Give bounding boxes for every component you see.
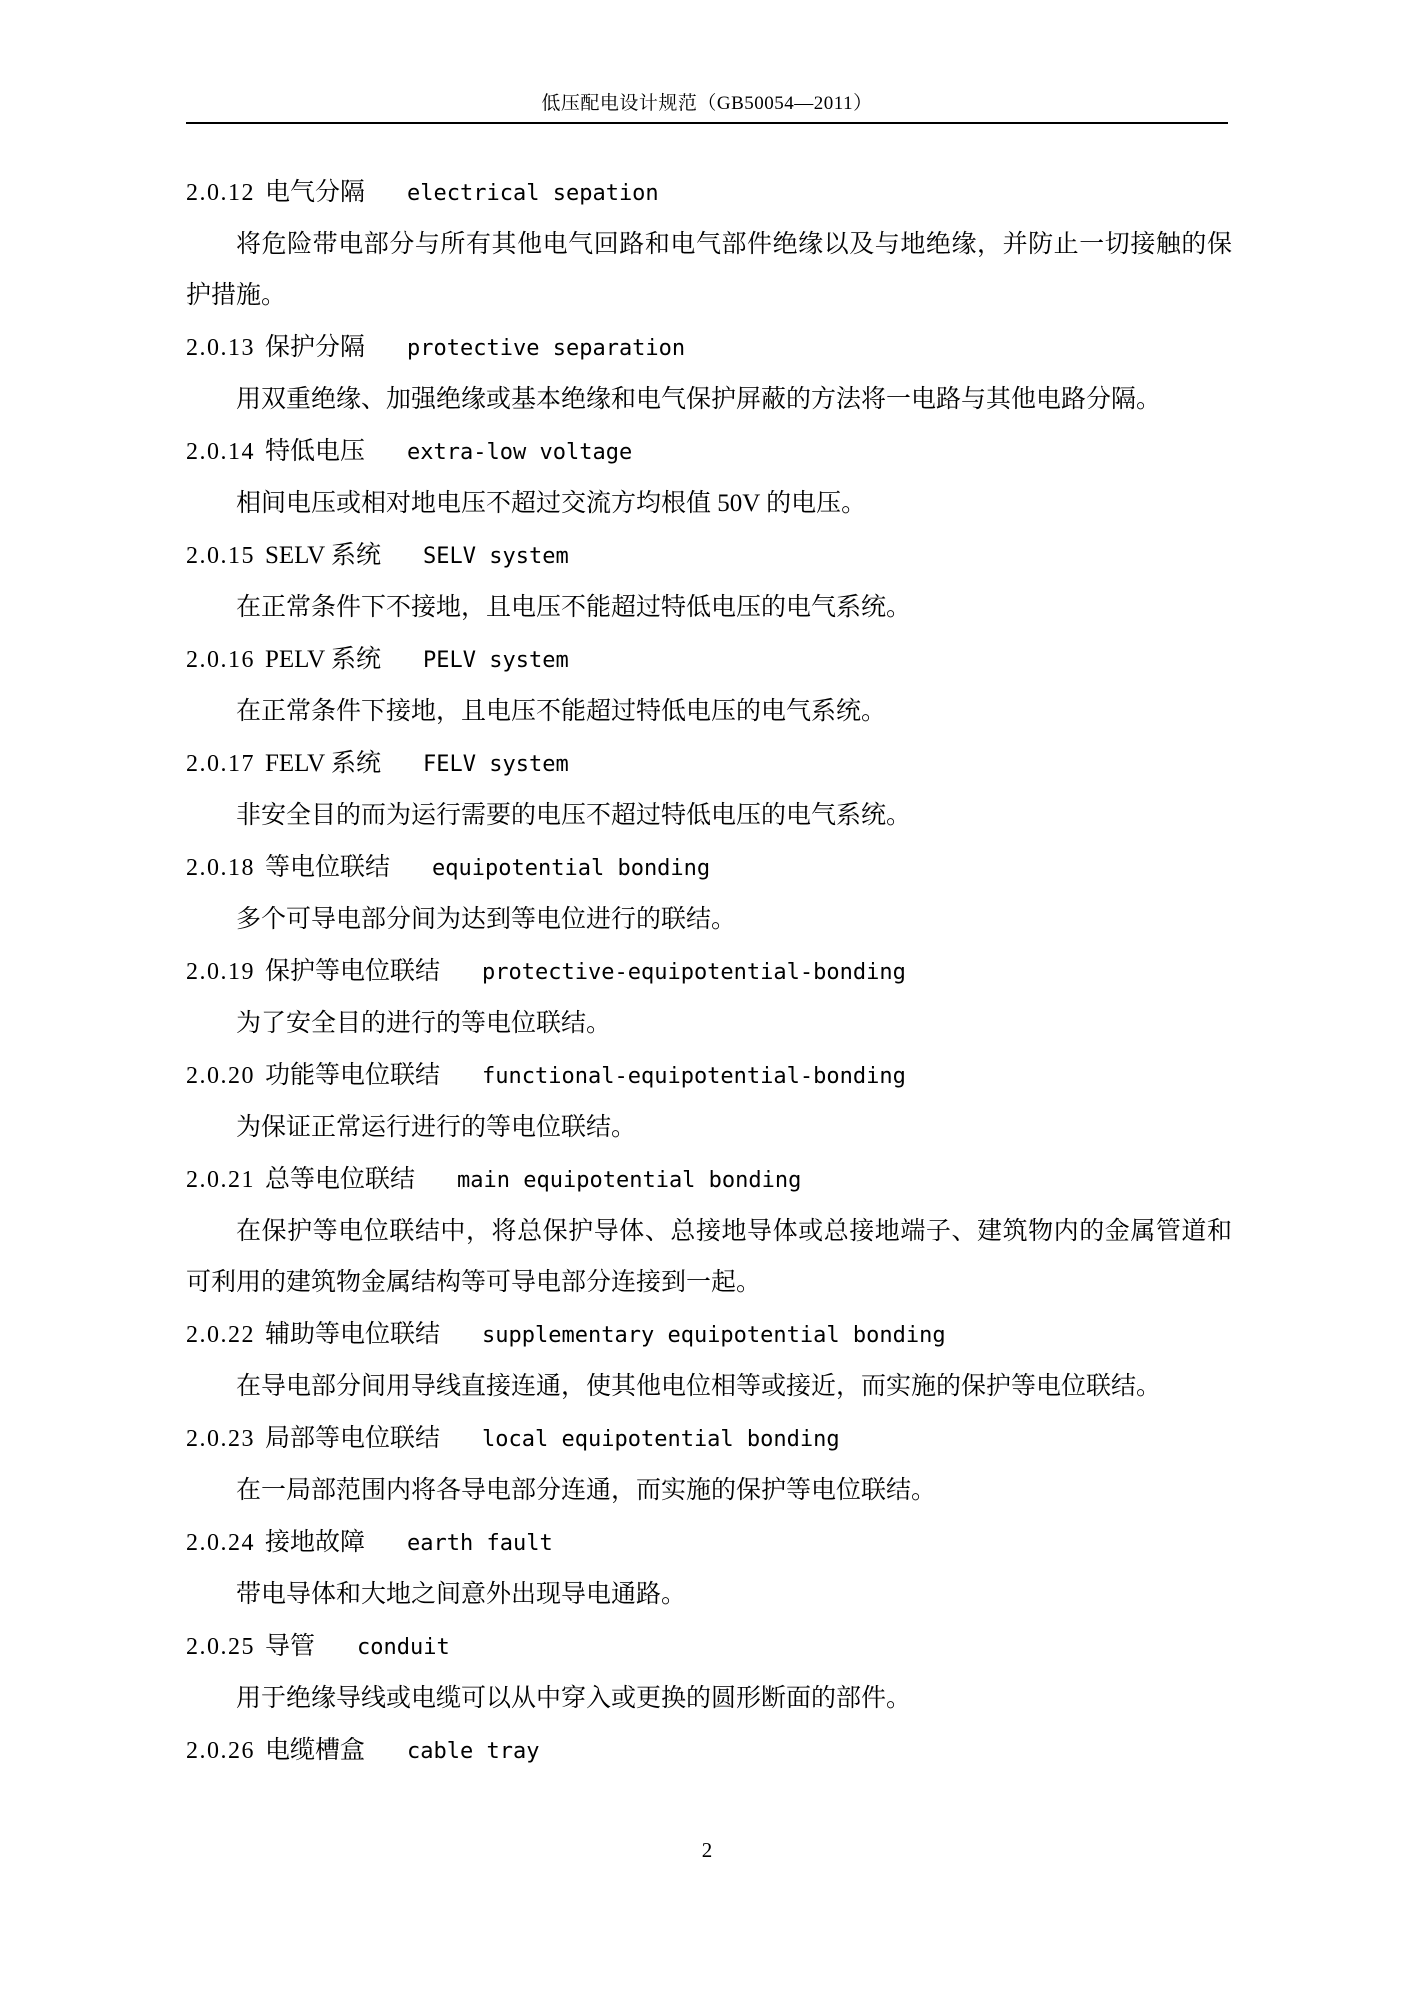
term-number: 2.0.24 [186, 1530, 255, 1556]
term-chinese: 总等电位联结 [265, 1166, 416, 1193]
term-heading [186, 739, 1232, 790]
term-entry [186, 1726, 1232, 1777]
term-heading [186, 1310, 1232, 1361]
term-entry [186, 1051, 1232, 1153]
term-entry [186, 531, 1232, 633]
term-english: cable tray [407, 1739, 540, 1764]
term-number: 2.0.21 [186, 1167, 255, 1193]
term-english: protective separation [407, 336, 686, 361]
term-definition: 在一局部范围内将各导电部分连通，而实施的保护等电位联结。 [236, 1477, 937, 1504]
term-number: 2.0.15 [186, 543, 255, 569]
term-entry [186, 168, 1232, 321]
term-chinese: 功能等电位联结 [265, 1062, 441, 1089]
term-heading [186, 947, 1232, 998]
term-number: 2.0.16 [186, 647, 255, 673]
term-english: PELV system [423, 648, 569, 673]
term-number: 2.0.18 [186, 855, 255, 881]
term-chinese: 导管 [265, 1633, 316, 1660]
term-english: FELV system [423, 752, 569, 777]
term-entry [186, 635, 1232, 737]
term-chinese: 等电位联结 [265, 854, 391, 881]
term-english: protective-equipotential-bonding [482, 960, 906, 985]
term-heading [186, 843, 1232, 894]
term-entry [186, 1622, 1232, 1724]
term-english: equipotential bonding [432, 856, 711, 881]
term-heading [186, 531, 1232, 582]
term-heading [186, 168, 1232, 219]
term-definition: 用双重绝缘、加强绝缘或基本绝缘和电气保护屏蔽的方法将一电路与其他电路分隔。 [236, 386, 1162, 413]
term-number: 2.0.20 [186, 1063, 255, 1089]
term-definition: 在保护等电位联结中，将总保护导体、总接地导体或总接地端子、建筑物内的金属管道和可利用的建筑物金属结构等可导电部分连接到一起。 [186, 1218, 1232, 1296]
term-definition: 将危险带电部分与所有其他电气回路和电气部件绝缘以及与地绝缘，并防止一切接触的保护措施。 [186, 231, 1232, 309]
term-entry [186, 323, 1232, 425]
term-chinese: 保护等电位联结 [265, 958, 441, 985]
term-definition: 带电导体和大地之间意外出现导电通路。 [236, 1581, 687, 1608]
term-heading [186, 1155, 1232, 1206]
term-number: 2.0.23 [186, 1426, 255, 1452]
term-english: main equipotential bonding [457, 1168, 802, 1193]
term-number: 2.0.17 [186, 751, 255, 777]
term-heading [186, 1622, 1232, 1673]
term-heading [186, 1726, 1232, 1777]
term-number: 2.0.13 [186, 335, 255, 361]
term-chinese: PELV 系统 [265, 646, 382, 673]
term-definition: 非安全目的而为运行需要的电压不超过特低电压的电气系统。 [236, 802, 912, 829]
term-entry [186, 1155, 1232, 1308]
term-english: local equipotential bonding [482, 1427, 840, 1452]
term-number: 2.0.14 [186, 439, 255, 465]
term-heading [186, 427, 1232, 478]
term-number: 2.0.25 [186, 1634, 255, 1660]
term-number: 2.0.19 [186, 959, 255, 985]
term-chinese: 保护分隔 [265, 334, 366, 361]
document-content [186, 168, 1232, 1779]
term-number: 2.0.12 [186, 180, 255, 206]
term-heading [186, 635, 1232, 686]
term-definition: 相间电压或相对地电压不超过交流方均根值 50V 的电压。 [236, 490, 867, 517]
term-english: conduit [357, 1635, 450, 1660]
term-definition: 多个可导电部分间为达到等电位进行的联结。 [236, 906, 737, 933]
term-definition: 用于绝缘导线或电缆可以从中穿入或更换的圆形断面的部件。 [236, 1685, 912, 1712]
term-definition: 为了安全目的进行的等电位联结。 [236, 1010, 612, 1037]
term-chinese: 辅助等电位联结 [265, 1321, 441, 1348]
term-chinese: 电气分隔 [265, 179, 366, 206]
term-heading [186, 1414, 1232, 1465]
term-entry [186, 1310, 1232, 1412]
term-heading [186, 1518, 1232, 1569]
term-entry [186, 843, 1232, 945]
term-entry [186, 1414, 1232, 1516]
term-english: supplementary equipotential bonding [482, 1323, 946, 1348]
page-header: 低压配电设计规范（GB50054—2011） [541, 93, 873, 114]
term-chinese: 局部等电位联结 [265, 1425, 441, 1452]
header-divider [186, 122, 1228, 124]
term-english: extra-low voltage [407, 440, 633, 465]
term-chinese: 特低电压 [265, 438, 366, 465]
term-entry [186, 947, 1232, 1049]
term-definition: 在导电部分间用导线直接连通，使其他电位相等或接近，而实施的保护等电位联结。 [236, 1373, 1162, 1400]
term-entry [186, 1518, 1232, 1620]
term-chinese: 接地故障 [265, 1529, 366, 1556]
term-heading [186, 1051, 1232, 1102]
term-number: 2.0.22 [186, 1322, 255, 1348]
term-chinese: 电缆槽盒 [265, 1737, 366, 1764]
term-entry [186, 739, 1232, 841]
term-heading [186, 323, 1232, 374]
term-entry [186, 427, 1232, 529]
term-number: 2.0.26 [186, 1738, 255, 1764]
term-definition: 在正常条件下接地，且电压不能超过特低电压的电气系统。 [236, 698, 887, 725]
term-english: SELV system [423, 544, 569, 569]
term-definition: 在正常条件下不接地，且电压不能超过特低电压的电气系统。 [236, 594, 912, 621]
page-number: 2 [701, 1838, 713, 1862]
term-chinese: FELV 系统 [265, 750, 382, 777]
term-definition: 为保证正常运行进行的等电位联结。 [236, 1114, 637, 1141]
term-chinese: SELV 系统 [265, 542, 382, 569]
term-english: functional-equipotential-bonding [482, 1064, 906, 1089]
term-english: earth fault [407, 1531, 553, 1556]
term-english: electrical sepation [407, 181, 659, 206]
